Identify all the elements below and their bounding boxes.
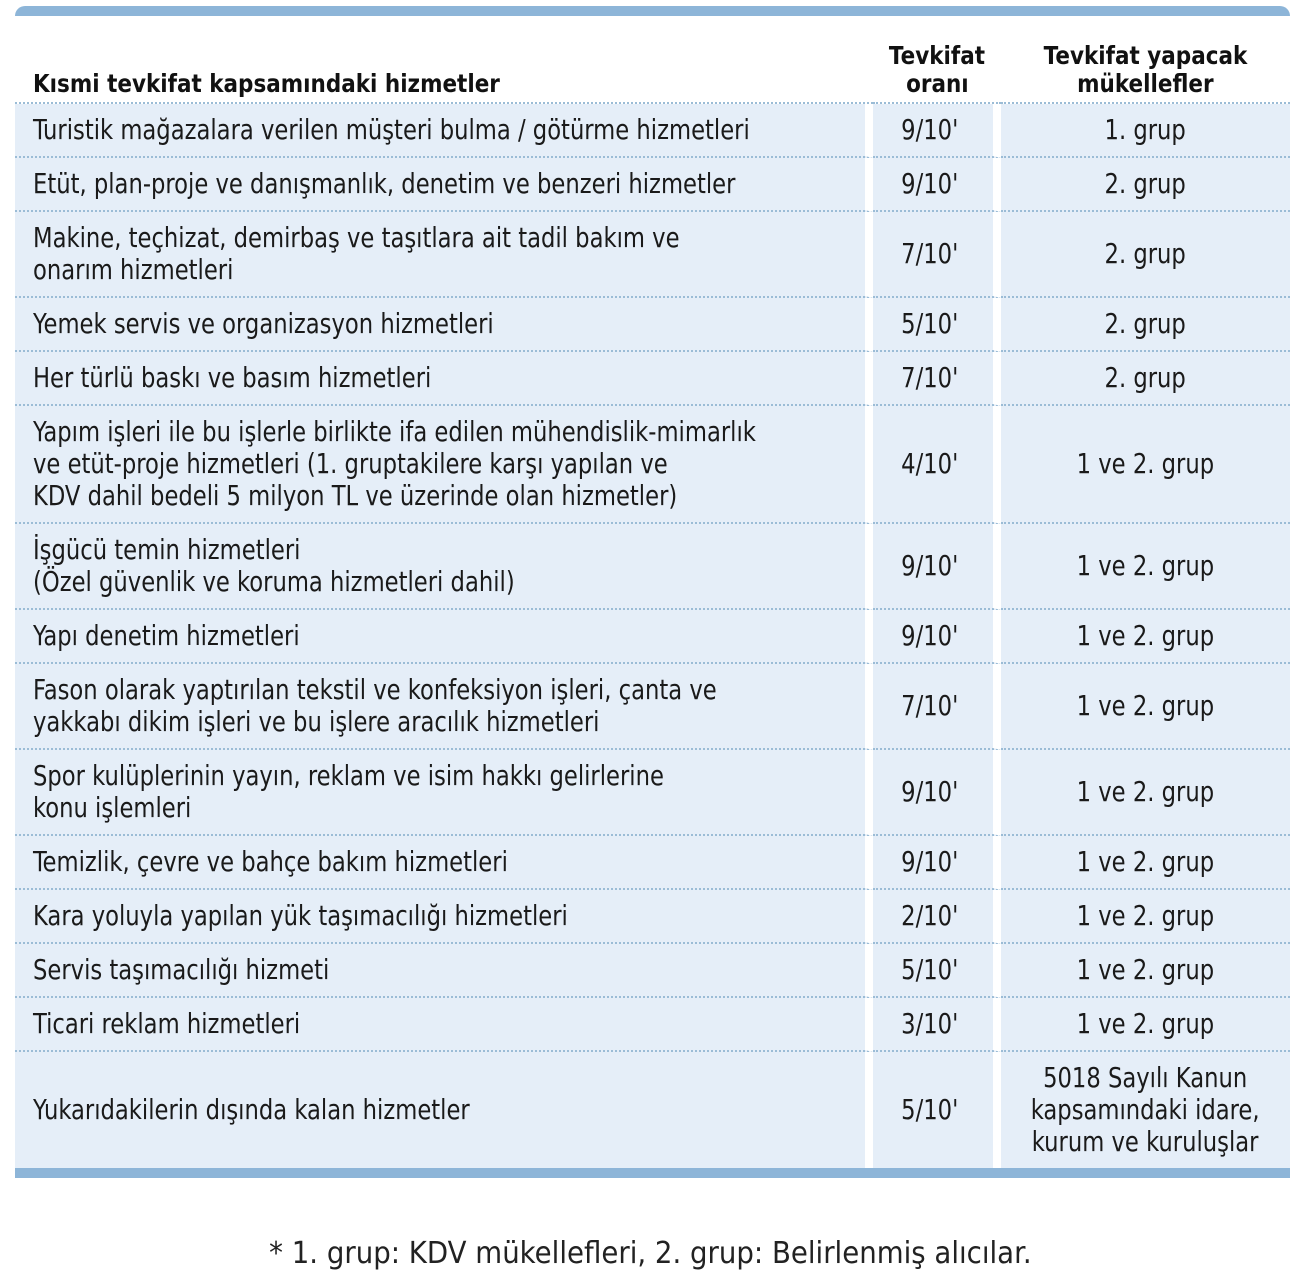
service-cell: [15, 1052, 873, 1168]
rate-cell: [873, 610, 1001, 664]
rate-cell: [873, 664, 1001, 750]
who-cell-text: 1 ve 2. grup: [1076, 899, 1215, 932]
rate-cell: [873, 158, 1001, 212]
table-row: [15, 212, 1290, 298]
service-cell: [15, 406, 873, 524]
service-cell-text: Etüt, plan-proje ve danışmanlık, denetim ve benzeri hizmetler: [33, 167, 736, 200]
rate-cell-text: 9/10': [901, 549, 959, 582]
service-cell: [15, 352, 873, 406]
who-cell: [1001, 298, 1290, 352]
service-cell: [15, 298, 873, 352]
who-cell-text: 1 ve 2. grup: [1076, 549, 1215, 582]
service-cell: [15, 610, 873, 664]
table-row: [15, 610, 1290, 664]
who-cell-text: 1 ve 2. grup: [1076, 845, 1215, 878]
rate-cell-text: 4/10': [901, 447, 959, 480]
table-row: [15, 524, 1290, 610]
table-row: [15, 406, 1290, 524]
rate-cell-text: 9/10': [901, 775, 959, 808]
who-cell: [1001, 406, 1290, 524]
who-cell: [1001, 352, 1290, 406]
who-cell: [1001, 750, 1290, 836]
service-cell-text: Ticari reklam hizmetleri: [33, 1007, 301, 1040]
service-cell-text: Her türlü baskı ve basım hizmetleri: [33, 361, 432, 394]
service-cell-text: Yukarıdakilerin dışında kalan hizmetler: [33, 1093, 470, 1126]
header-service: [15, 16, 873, 104]
table-row: [15, 298, 1290, 352]
rate-cell: [873, 944, 1001, 998]
withholding-table: [15, 16, 1290, 1168]
rate-cell: [873, 298, 1001, 352]
who-cell: [1001, 998, 1290, 1052]
service-cell-text: Makine, teçhizat, demirbaş ve taşıtlara ait tadil bakım ve onarım hizmetleri: [33, 221, 680, 286]
table-row: [15, 998, 1290, 1052]
who-cell-text: 1 ve 2. grup: [1076, 619, 1215, 652]
service-cell-text: Spor kulüplerinin yayın, reklam ve isim hakkı gelirlerine konu işlemleri: [33, 759, 664, 824]
who-cell-text: 2. grup: [1104, 361, 1187, 394]
service-cell: [15, 212, 873, 298]
rate-cell-text: 5/10': [901, 953, 959, 986]
rate-cell-text: 9/10': [901, 619, 959, 652]
table-row: [15, 352, 1290, 406]
rate-cell: [873, 836, 1001, 890]
who-cell: [1001, 836, 1290, 890]
footnote-text: * 1. grup: KDV mükellefleri, 2. grup: Belirlenmiş alıcılar.: [268, 1236, 1032, 1271]
service-cell: [15, 998, 873, 1052]
service-cell-text: Fason olarak yaptırılan tekstil ve konfeksiyon işleri, çanta ve yakkabı dikim işleri ve bu işlere aracılık hizmetleri: [33, 673, 717, 738]
service-cell-text: Yapı denetim hizmetleri: [33, 619, 300, 652]
header-rate-line2: oranı: [905, 69, 969, 98]
service-cell-text: Servis taşımacılığı hizmeti: [33, 953, 330, 986]
who-cell-text: 2. grup: [1104, 167, 1187, 200]
service-cell: [15, 158, 873, 212]
who-cell: [1001, 890, 1290, 944]
rate-cell: [873, 212, 1001, 298]
rate-cell: [873, 524, 1001, 610]
header-rate-line1: Tevkifat: [888, 41, 986, 70]
service-cell-text: Yapım işleri ile bu işlerle birlikte ifa edilen mühendislik-mimarlık ve etüt-proje hizmetleri (1. gruptakilere karşı yapılan ve KDV dahil bedeli 5 milyon TL ve üzerinde olan hizmetler): [33, 415, 756, 512]
table-row: [15, 664, 1290, 750]
table-row: [15, 104, 1290, 158]
rate-cell-text: 9/10': [901, 845, 959, 878]
header-who-line1: Tevkifat yapacak: [1043, 41, 1248, 70]
rate-cell: [873, 104, 1001, 158]
rate-cell: [873, 890, 1001, 944]
table-row: [15, 1052, 1290, 1168]
service-cell: [15, 944, 873, 998]
service-cell: [15, 664, 873, 750]
rate-cell-text: 3/10': [901, 1007, 959, 1040]
who-cell-text: 1 ve 2. grup: [1076, 689, 1215, 722]
service-cell: [15, 524, 873, 610]
service-cell: [15, 890, 873, 944]
who-cell: [1001, 664, 1290, 750]
rate-cell-text: 5/10': [901, 307, 959, 340]
service-cell-text: Turistik mağazalara verilen müşteri bulma / götürme hizmetleri: [33, 113, 750, 146]
rate-cell-text: 7/10': [901, 361, 959, 394]
rate-cell-text: 7/10': [901, 689, 959, 722]
rate-cell-text: 9/10': [901, 113, 959, 146]
who-cell-text: 5018 Sayılı Kanun kapsamındaki idare, kurum ve kuruluşlar: [1031, 1061, 1260, 1158]
who-cell: [1001, 944, 1290, 998]
rate-cell-text: 2/10': [901, 899, 959, 932]
table-row: [15, 158, 1290, 212]
who-cell: [1001, 610, 1290, 664]
table-row: [15, 890, 1290, 944]
header-who-line2: mükellefler: [1077, 69, 1214, 98]
who-cell: [1001, 104, 1290, 158]
service-cell: [15, 104, 873, 158]
footnote: [0, 1236, 1300, 1271]
service-cell: [15, 836, 873, 890]
who-cell-text: 1 ve 2. grup: [1076, 953, 1215, 986]
withholding-table-frame: [15, 6, 1290, 1178]
header-who: [1001, 16, 1290, 104]
table-body: [15, 104, 1290, 1168]
header-service-label: Kısmi tevkifat kapsamındaki hizmetler: [33, 69, 500, 98]
who-cell: [1001, 1052, 1290, 1168]
who-cell: [1001, 158, 1290, 212]
rate-cell: [873, 352, 1001, 406]
who-cell-text: 1. grup: [1104, 113, 1187, 146]
who-cell: [1001, 212, 1290, 298]
who-cell-text: 2. grup: [1104, 237, 1187, 270]
table-row: [15, 944, 1290, 998]
rate-cell: [873, 406, 1001, 524]
who-cell-text: 1 ve 2. grup: [1076, 775, 1215, 808]
who-cell: [1001, 524, 1290, 610]
rate-cell-text: 7/10': [901, 237, 959, 270]
rate-cell: [873, 998, 1001, 1052]
table-row: [15, 750, 1290, 836]
rate-cell: [873, 1052, 1001, 1168]
rate-cell-text: 9/10': [901, 167, 959, 200]
service-cell-text: Temizlik, çevre ve bahçe bakım hizmetleri: [33, 845, 508, 878]
rate-cell-text: 5/10': [901, 1093, 959, 1126]
who-cell-text: 1 ve 2. grup: [1076, 1007, 1215, 1040]
table-row: [15, 836, 1290, 890]
rate-cell: [873, 750, 1001, 836]
table-header-row: [15, 16, 1290, 104]
service-cell-text: İşgücü temin hizmetleri (Özel güvenlik ve koruma hizmetleri dahil): [33, 533, 515, 598]
who-cell-text: 2. grup: [1104, 307, 1187, 340]
service-cell-text: Yemek servis ve organizasyon hizmetleri: [33, 307, 494, 340]
header-rate: [873, 16, 1001, 104]
who-cell-text: 1 ve 2. grup: [1076, 447, 1215, 480]
service-cell: [15, 750, 873, 836]
service-cell-text: Kara yoluyla yapılan yük taşımacılığı hizmetleri: [33, 899, 568, 932]
